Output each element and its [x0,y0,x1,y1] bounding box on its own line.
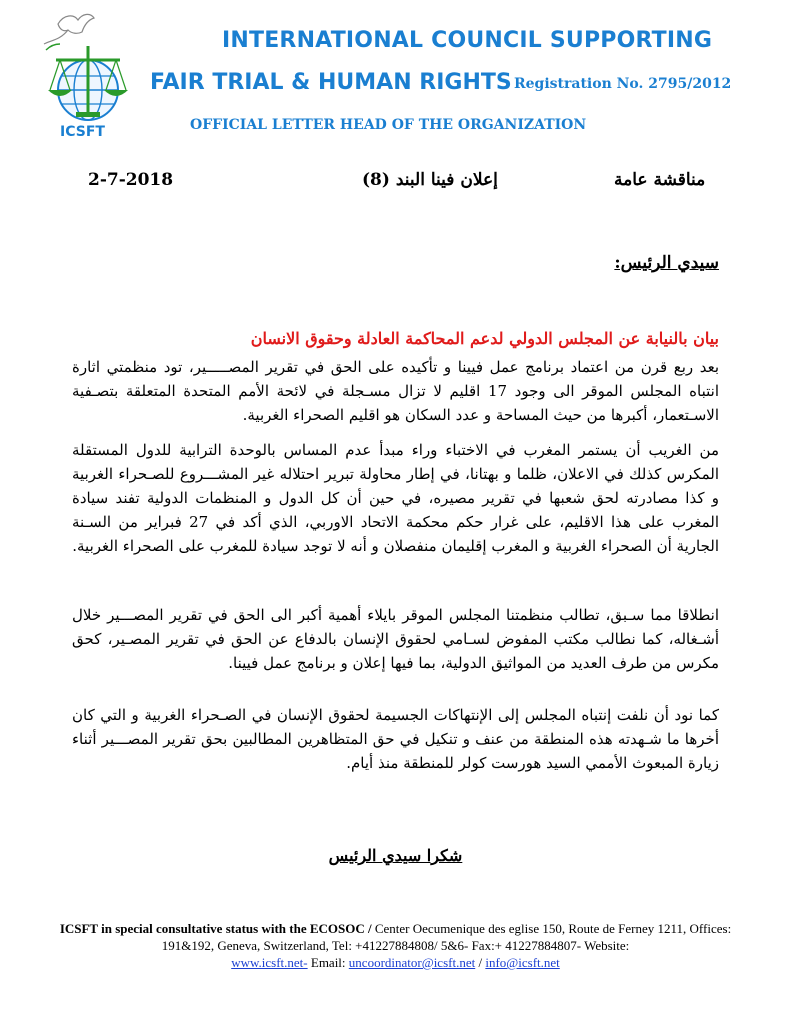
email-separator: / [475,955,486,970]
footer-address: Center Oecumenique des eglise 150, Route de Ferney 1211, Offices: 191&192, Geneva, Switzerland, Tel: +41227884808/ 5&6- Fax:+ 41227884807- Website: [161,921,732,953]
website-link[interactable]: www.icsft.net- [231,955,308,970]
salutation: سيدي الرئيس: [614,253,719,273]
body-paragraph: كما نود أن نلفت إنتباه المجلس إلى الإنتهاكات الجسيمة لحقوق الإنسان في الصـحراء الغربية و التي كان أخرها ما شـهدته هذه المنطقة من عنف و تنكيل في حق المتظاهرين المطالبين بحق تقرير المصـــير أثناء زيارة المبعوث الأممي السيد هورست كولر للمنطقة منذ أيام. [72,706,719,772]
email-link-coordinator[interactable]: uncoordinator@icsft.net [348,955,476,970]
letter-date: 2-7-2018 [88,170,174,190]
letterhead-subtitle: OFFICIAL LETTER HEAD OF THE ORGANIZATION [190,117,587,133]
registration-number: Registration No. 2795/2012 [514,76,732,92]
body-paragraph: انطلاقا مما سـبق، تطالب منظمتنا المجلس الموقر بايلاء أهمية أكبر الى الحق في تقرير المصـــير خلال أشـغاله، كما نطالب مكتب المفوض لسـامي لحقوق الإنسان بالدفاع عن الحق في تقرير المصـير، كحق مكرس من طرف العديد من المواثيق الدولية، بما فيها إعلان و برنامج عمل فيينا. [72,606,719,672]
org-acronym: ICSFT [60,124,105,140]
email-label: Email: [307,955,349,970]
email-link-info[interactable]: info@icsft.net [485,955,560,970]
consultative-status: ICSFT in special consultative status with the ECOSOC / [59,921,372,936]
org-name-line-1: INTERNATIONAL COUNCIL SUPPORTING [222,28,713,53]
body-paragraph: من الغريب أن يستمر المغرب في الاختباء وراء مبدأ عدم المساس بالوحدة الترابية للدول المستقلة المكرس كذلك في الاعلان، ظلما و بهتانا، في إطار محاولة تبرير احتلاله غير المشـــروع للصـحراء الغربية و كذا مصادرته لحق شعبها في تقرير مصيره، في حين أن كل الدول و المنظمات الدولية تفند سيادة المغرب على هذا الاقليم، على غرار حكم محكمة الاتحاد الاوربي، الذي أكد في 27 فبراير من السـنة الجارية أن الصحراء الغربية و المغرب إقليمان منفصلان و أنه لا توجد سيادة للمغرب على الصحراء الغربية. [72,441,720,555]
body-paragraph: بعد ربع قرن من اعتماد برنامج عمل فيينا و تأكيده على الحق في تقرير المصـــــير، تود منظمتي اثارة انتباه المجلس الموقر الى وجود 17 اقليم لا تزال مسـجلة في لائحة الأمم المتحدة المتعلقة بتصـفية الاسـتعمار، أكبرها من حيث المساحة و عدد السكان هو اقليم الصحراء الغربية. [72,358,720,424]
statement-title: بيان بالنيابة عن المجلس الدولي لدعم المحاكمة العادلة وحقوق الانسان [250,329,719,348]
org-name-line-2: FAIR TRIAL & HUMAN RIGHTS [150,70,512,95]
closing-line: شكرا سيدي الرئيس [328,846,463,865]
session-type: مناقشة عامة [614,170,706,190]
agenda-item: إعلان فينا البند (8) [362,170,498,190]
footer [40,920,751,971]
